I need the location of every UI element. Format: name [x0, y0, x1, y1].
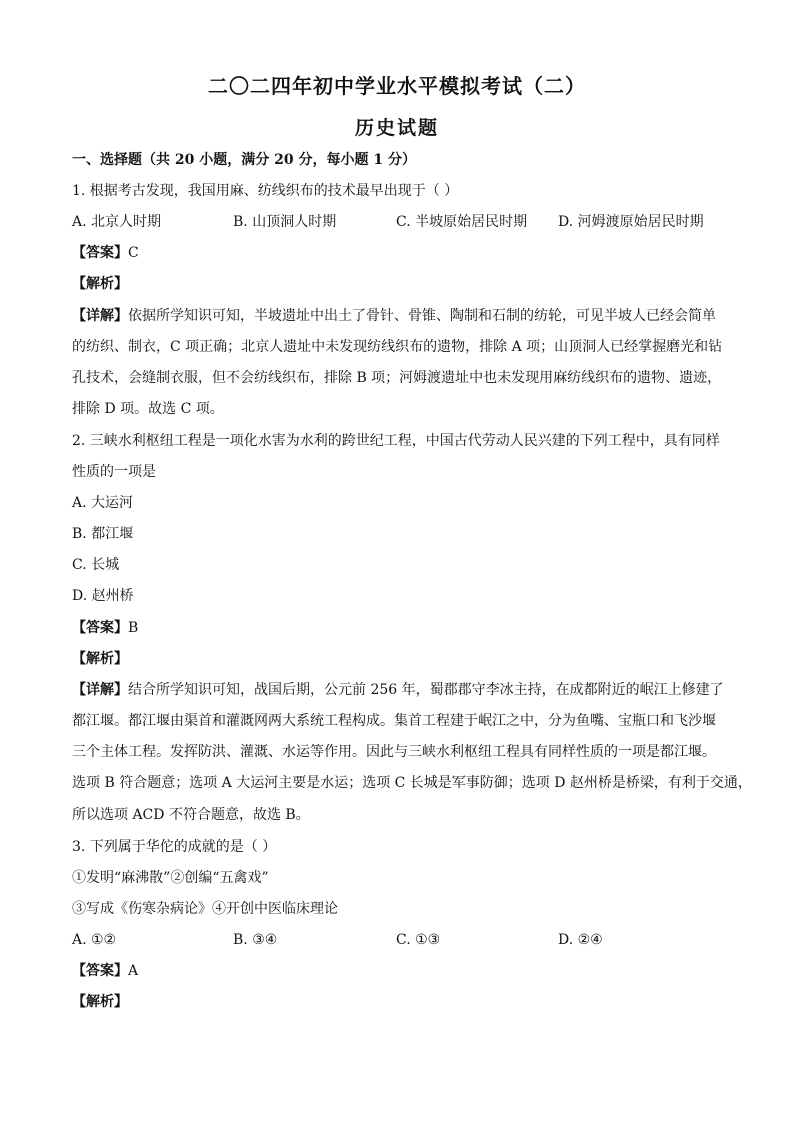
- q2-answer: [72, 618, 138, 638]
- q2-detail-line-5: 所以选项 ACD 不符合题意，故选 B。: [72, 807, 310, 823]
- answer-label: 【答案】: [72, 963, 128, 979]
- q2-analysis-label: 【解析】: [72, 651, 128, 667]
- q3-stem: 3. 下列属于华佗的成就的是（ ）: [72, 839, 277, 855]
- q2-option-b: B. 都江堰: [72, 526, 134, 542]
- exam-subtitle: 历史试题: [354, 117, 439, 139]
- q2-stem-line-2: 性质的一项是: [72, 464, 156, 480]
- exam-title: 二〇二四年初中学业水平模拟考试（二）: [208, 74, 586, 98]
- detail-label: 【详解】: [72, 308, 128, 324]
- q3-analysis-label: 【解析】: [72, 994, 128, 1010]
- q3-answer-value: A: [128, 963, 139, 979]
- q3-answer: [72, 961, 138, 981]
- q1-answer: [72, 243, 139, 263]
- q2-detail-line-1: 【详解】结合所学知识可知，战国后期，公元前 256 年，蜀郡郡守李冰主持，在成都附近的岷江上修建了: [72, 682, 724, 698]
- q1-detail-line-4: 排除 D 项。故选 C 项。: [72, 401, 224, 417]
- answer-label: 【答案】: [72, 245, 128, 261]
- q1-detail-line-2: 的纺织、制衣，C 项正确；北京人遗址中未发现纺线织布的遗物，排除 A 项；山顶洞人已经掌握磨光和钻: [72, 339, 723, 355]
- q1-detail-line-1: 【详解】依据所学知识可知，半坡遗址中出土了骨针、骨锥、陶制和石制的纺轮，可见半坡人已经会简单: [72, 308, 716, 324]
- q3-items-line-1: ①发明“麻沸散”②创编“五禽戏”: [72, 870, 269, 886]
- q2-detail-line-4: 选项 B 符合题意；选项 A 大运河主要是水运；选项 C 长城是军事防御；选项 D 赵州桥是桥梁，有利于交通，: [72, 775, 752, 791]
- q1-option-b: B. 山顶洞人时期: [233, 214, 337, 230]
- q1-answer-value: C: [128, 245, 139, 261]
- q2-detail-line-3: 三个主体工程。发挥防洪、灌溉、水运等作用。因此与三峡水利枢纽工程具有同样性质的一项是都江堰。: [72, 744, 716, 760]
- q1-detail-line-3: 孔技术，会缝制衣服，但不会纺线织布，排除 B 项；河姆渡遗址中也未发现用麻纺线织布的遗物、遗迹，: [72, 370, 722, 386]
- q1-analysis-label: 【解析】: [72, 276, 128, 292]
- q3-items-line-2: ③写成《伤寒杂病论》④开创中医临床理论: [72, 901, 338, 917]
- q1-option-c: C. 半坡原始居民时期: [396, 214, 528, 230]
- q2-answer-value: B: [128, 620, 139, 636]
- section-heading: 一、选择题（共 20 小题，满分 20 分，每小题 1 分）: [72, 152, 416, 168]
- q2-option-a: A. 大运河: [72, 495, 134, 511]
- q3-option-d: D. ②④: [558, 932, 603, 948]
- q2-option-d: D. 赵州桥: [72, 588, 134, 604]
- q3-option-a: A. ①②: [72, 932, 117, 948]
- q1-stem: 1. 根据考古发现，我国用麻、纺线织布的技术最早出现于（ ）: [72, 183, 459, 199]
- q3-option-c: C. ①③: [396, 932, 441, 948]
- q2-option-c: C. 长城: [72, 557, 120, 573]
- q1-option-d: D. 河姆渡原始居民时期: [558, 214, 704, 230]
- q3-option-b: B. ③④: [233, 932, 278, 948]
- q2-detail-line-2: 都江堰。都江堰由渠首和灌溉网两大系统工程构成。集首工程建于岷江之中，分为鱼嘴、宝瓶口和飞沙堰: [72, 713, 716, 729]
- answer-label: 【答案】: [72, 620, 128, 636]
- q1-option-a: A. 北京人时期: [72, 214, 162, 230]
- q2-stem-line-1: 2. 三峡水利枢纽工程是一项化水害为水利的跨世纪工程，中国古代劳动人民兴建的下列工程中，具有同样: [72, 433, 720, 449]
- detail-label: 【详解】: [72, 682, 128, 698]
